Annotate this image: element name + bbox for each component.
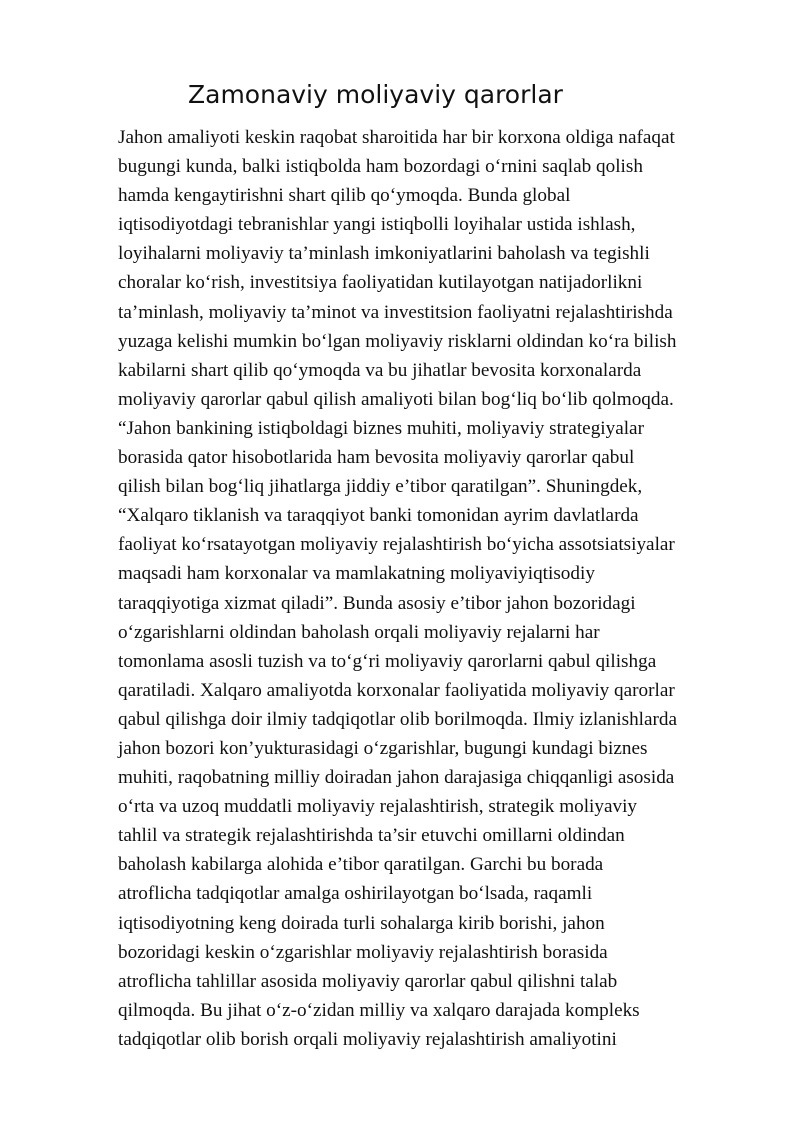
body-paragraph	[118, 123, 748, 1054]
paragraph-line: taraqqiyotiga xizmat qiladi”. Bunda asosiy e’tibor jahon bozoridagi	[118, 592, 636, 614]
paragraph-line: ta’minlash, moliyaviy ta’minot va investitsion faoliyatni rejalashtirishda	[118, 301, 673, 323]
paragraph-line: iqtisodiyotning keng doirada turli sohalarga kirib borishi, jahon	[118, 912, 605, 934]
paragraph-line: qilmoqda. Bu jihat o‘z-o‘zidan milliy va xalqaro darajada kompleks	[118, 999, 640, 1021]
paragraph-line: bozoridagi keskin o‘zgarishlar moliyaviy rejalashtirish borasida	[118, 941, 608, 963]
paragraph-line: bugungi kunda, balki istiqbolda ham bozordagi o‘rnini saqlab qolish	[118, 156, 643, 178]
paragraph-line: Jahon amaliyoti keskin raqobat sharoitida har bir korxona oldiga nafaqat	[118, 127, 675, 148]
paragraph-line: moliyaviy qarorlar qabul qilish amaliyoti bilan bog‘liq bo‘lib qolmoqda.	[118, 388, 674, 410]
paragraph-line: qaratiladi. Xalqaro amaliyotda korxonalar faoliyatida moliyaviy qarorlar	[118, 679, 675, 701]
paragraph-line: atroflicha tahlillar asosida moliyaviy qarorlar qabul qilishni talab	[118, 970, 618, 992]
paragraph-line: maqsadi ham korxonalar va mamlakatning moliyaviyiqtisodiy	[118, 563, 595, 585]
paragraph-line: borasida qator hisobotlarida ham bevosita moliyaviy qarorlar qabul	[118, 447, 635, 469]
paragraph-line: o‘rta va uzoq muddatli moliyaviy rejalashtirish, strategik moliyaviy	[118, 796, 638, 818]
paragraph-line: “Jahon bankining istiqboldagi biznes muhiti, moliyaviy strategiyalar	[118, 417, 644, 439]
paragraph-line: kabilarni shart qilib qo‘ymoqda va bu jihatlar bevosita korxonalarda	[118, 359, 642, 381]
paragraph-line: faoliyat ko‘rsatayotgan moliyaviy rejalashtirish bo‘yicha assotsiatsiyalar	[118, 534, 675, 556]
paragraph-line: loyihalarni moliyaviy ta’minlash imkoniyatlarini baholash va tegishli	[118, 243, 650, 265]
paragraph-line: “Xalqaro tiklanish va taraqqiyot banki tomonidan ayrim davlatlarda	[118, 505, 639, 527]
paragraph-line: jahon bozori kon’yukturasidagi o‘zgarishlar, bugungi kundagi biznes	[118, 737, 648, 759]
paragraph-line: tahlil va strategik rejalashtirishda ta’sir etuvchi omillarni oldindan	[118, 825, 625, 847]
paragraph-line: qabul qilishga doir ilmiy tadqiqotlar olib borilmoqda. Ilmiy izlanishlarda	[118, 708, 678, 730]
document-title: Zamonaviy moliyaviy qarorlar	[188, 80, 563, 109]
paragraph-line: muhiti, raqobatning milliy doiradan jahon darajasiga chiqqanligi asosida	[118, 767, 675, 789]
paragraph-line: tadqiqotlar olib borish orqali moliyaviy rejalashtirish amaliyotini	[118, 1028, 617, 1050]
paragraph-line: baholash kabilarga alohida e’tibor qaratilgan. Garchi bu borada	[118, 854, 604, 876]
paragraph-line: yuzaga kelishi mumkin bo‘lgan moliyaviy risklarni oldindan ko‘ra bilish	[118, 330, 677, 352]
paragraph-line: o‘zgarishlarni oldindan baholash orqali moliyaviy rejalarni har	[118, 621, 600, 643]
paragraph-line: iqtisodiyotdagi tebranishlar yangi istiqbolli loyihalar ustida ishlash,	[118, 214, 636, 236]
paragraph-line: tomonlama asosli tuzish va to‘g‘ri moliyaviy qarorlarni qabul qilishga	[118, 650, 657, 672]
paragraph-line: hamda kengaytirishni shart qilib qo‘ymoqda. Bunda global	[118, 185, 571, 207]
paragraph-line: atroflicha tadqiqotlar amalga oshirilayotgan bo‘lsada, raqamli	[118, 883, 593, 905]
paragraph-line: choralar ko‘rish, investitsiya faoliyatidan kutilayotgan natijadorlikni	[118, 272, 643, 294]
paragraph-line: qilish bilan bog‘liq jihatlarga jiddiy e’tibor qaratilgan”. Shuningdek,	[118, 476, 643, 498]
